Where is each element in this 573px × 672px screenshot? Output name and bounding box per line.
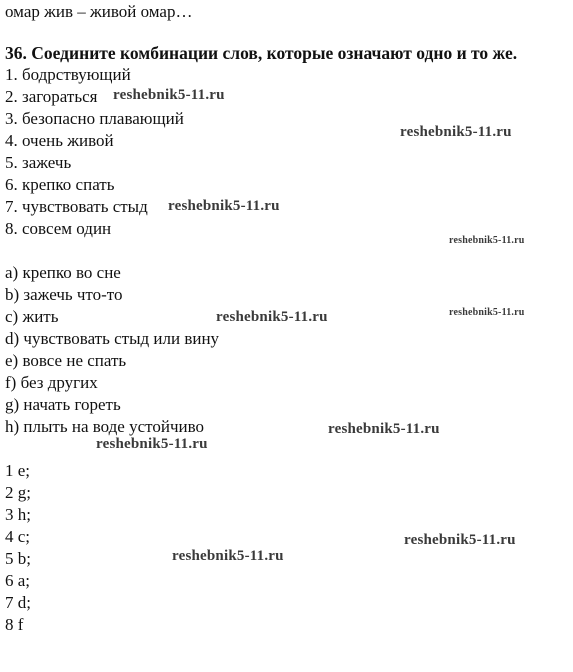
watermark: reshebnik5-11.ru [328,421,440,437]
right-item: b) зажечь что-то [5,285,123,304]
right-item: c) жить [5,307,59,326]
intro-line: омар жив – живой омар… [5,2,193,21]
left-item: 2. загораться [5,87,98,106]
left-item: 7. чувствовать стыд [5,197,148,216]
watermark: reshebnik5-11.ru [400,124,512,140]
left-item: 1. бодрствующий [5,65,131,84]
right-item: d) чувствовать стыд или вину [5,329,220,348]
left-item: 8. совсем один [5,219,112,238]
watermark: reshebnik5-11.ru [449,235,525,246]
right-item: a) крепко во сне [5,263,121,282]
answer-item: 1 e; [5,461,31,480]
left-item: 5. зажечь [5,153,72,172]
watermark: reshebnik5-11.ru [404,532,516,548]
right-item: f) без других [5,373,98,392]
watermark: reshebnik5-11.ru [113,87,225,103]
answer-item: 3 h; [5,505,31,524]
right-item: h) плыть на воде устойчиво [5,417,205,436]
left-item: 6. крепко спать [5,175,115,194]
left-item: 4. очень живой [5,131,114,150]
left-item: 3. безопасно плавающий [5,109,184,128]
watermark: reshebnik5-11.ru [449,307,525,318]
right-item: e) вовсе не спать [5,351,127,370]
exercise-heading: 36. Соедините комбинации слов, которые означают одно и то же. [5,43,518,63]
right-item: g) начать гореть [5,395,121,414]
answer-item: 4 c; [5,527,31,546]
answer-item: 8 f [5,615,24,634]
watermark: reshebnik5-11.ru [96,436,208,452]
watermark: reshebnik5-11.ru [216,309,328,325]
answer-item: 5 b; [5,549,31,568]
answer-item: 2 g; [5,483,31,502]
watermark: reshebnik5-11.ru [172,548,284,564]
answer-item: 7 d; [5,593,31,612]
watermark: reshebnik5-11.ru [168,198,280,214]
answer-item: 6 a; [5,571,31,590]
